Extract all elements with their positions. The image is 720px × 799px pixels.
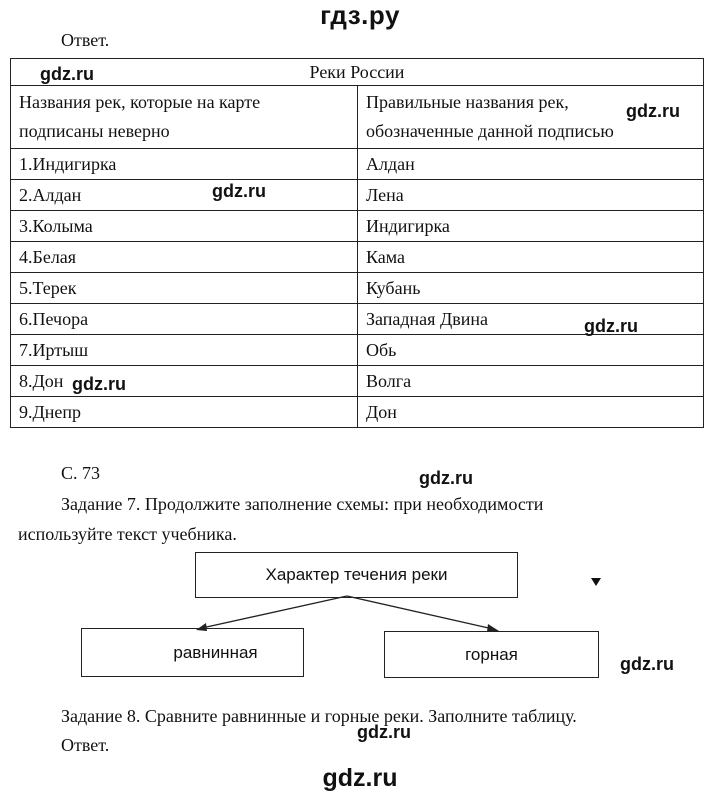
arrow-to-left [202,596,347,628]
column-header-correct-line2: обозначенные данной подписью [366,121,614,141]
wrong-name-cell: 3.Колыма [11,211,358,242]
correct-name-cell: Дон [358,397,704,428]
site-footer: gdz.ru [322,764,398,792]
task8-answer-label: Ответ. [61,735,110,755]
correct-name-cell: Волга [358,366,704,397]
table-row [11,180,704,211]
arrow-to-right [347,596,493,629]
correct-name-cell: Кама [358,242,704,273]
wrong-name-cell: 2.Алдан [11,180,358,211]
watermark: gdz.ru [357,722,411,742]
answer-label: Ответ. [61,30,110,50]
table-row [11,149,704,180]
column-header-wrong-line1: Названия рек, которые на карте [19,92,261,112]
correct-name-cell: Лена [358,180,704,211]
table-title [11,59,704,86]
rivers-table [10,58,704,428]
scheme-root-box [195,552,518,598]
task7-line2: используйте текст учебника. [18,524,237,544]
table-row [11,273,704,304]
table-row [11,335,704,366]
wrong-name-cell: 5.Терек [11,273,358,304]
wrong-name-cell: 7.Иртыш [11,335,358,366]
correct-name-cell: Индигирка [358,211,704,242]
scheme-right-label: горная [465,644,518,664]
triangle-marker-icon [591,578,601,586]
correct-name-cell: Кубань [358,273,704,304]
scheme-left-box [81,628,304,677]
page-reference: С. 73 [61,463,101,483]
table-row [11,211,704,242]
column-header-correct-line1: Правильные названия рек, [366,92,569,112]
correct-name-cell: Алдан [358,149,704,180]
watermark: gdz.ru [620,654,674,674]
table-row [11,242,704,273]
watermark: gdz.ru [72,374,126,394]
wrong-name-cell: 8.Дон [11,366,358,397]
correct-name-cell: Обь [358,335,704,366]
table-title-text: Реки России [309,62,405,82]
wrong-name-cell: 4.Белая [11,242,358,273]
column-header-wrong-line2: подписаны неверно [19,121,170,141]
scheme-root-label: Характер течения реки [265,565,448,584]
watermark: gdz.ru [40,64,94,84]
table-row [11,397,704,428]
watermark: gdz.ru [212,181,266,201]
task7-line1: Задание 7. Продолжите заполнение схемы: при необходимости [61,494,544,514]
watermark: gdz.ru [584,316,638,336]
site-header: гдз.ру [320,0,400,30]
scheme-right-box [384,631,599,678]
correct-name-cell: Западная Двина [358,304,704,335]
watermark: gdz.ru [626,101,680,121]
column-header-wrong [11,86,358,149]
wrong-name-cell: 1.Индигирка [11,149,358,180]
wrong-name-cell: 9.Днепр [11,397,358,428]
scheme-left-label: равнинная [173,642,258,662]
wrong-name-cell: 6.Печора [11,304,358,335]
watermark: gdz.ru [419,468,473,488]
task8-line1: Задание 8. Сравните равнинные и горные реки. Заполните таблицу. [61,706,577,726]
